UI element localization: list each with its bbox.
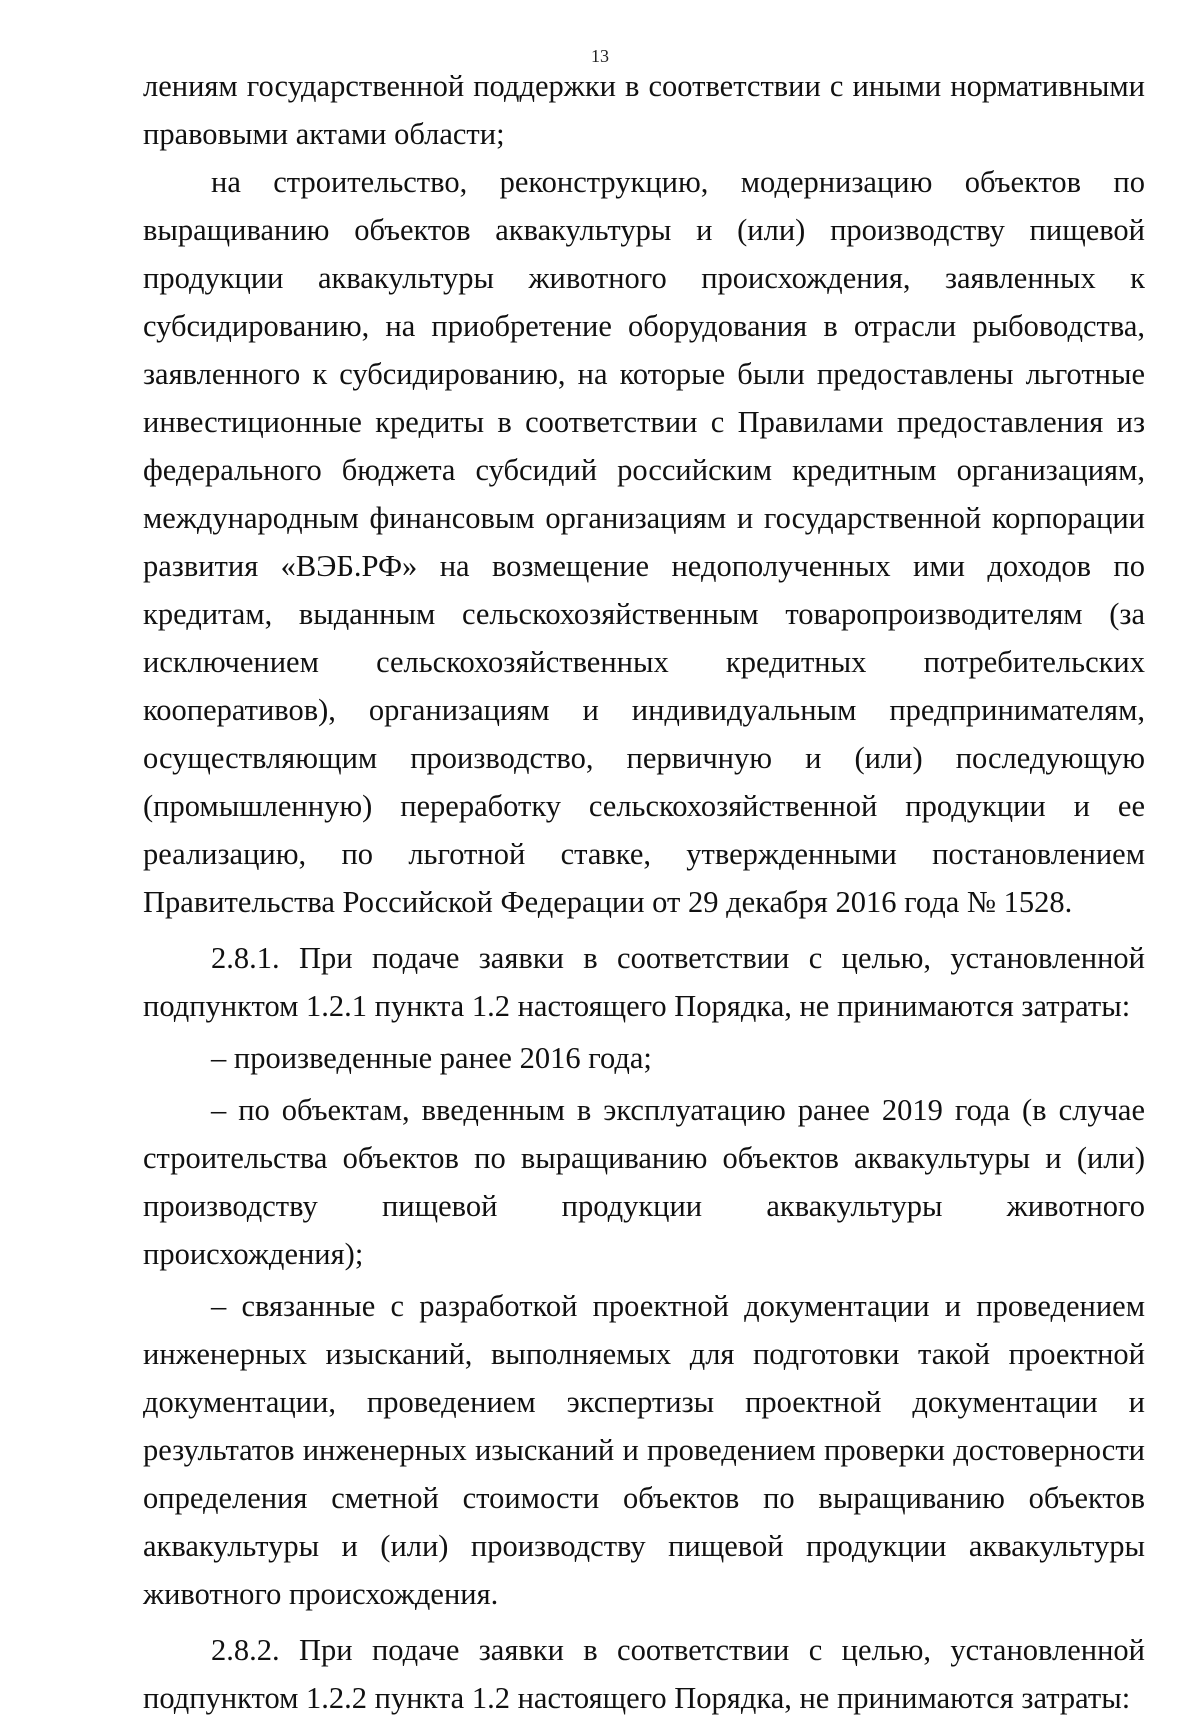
paragraph-construction-costs: на строительство, реконструкцию, модернизацию объектов по выращиванию объектов аквакультуры и (или) производству пищевой продукции аквакультуры животного происхождения, заявленных к субсидированию, на приобретение оборудования в отрасли рыбоводства, заявленного к субсидированию, на которые были предоставлены льготные инвестиционные кредиты в соответствии с Правилами предоставления из федерального бюджета субсидий российским кредитным организациям, международным финансовым организациям и государственной корпорации развития «ВЭБ.РФ» на возмещение недополученных ими доходов по кредитам, выданным сельскохозяйственным товаропроизводителям (за исключением сельскохозяйственных кредитных потребительских кооперативов), организациям и индивидуальным предпринимателям, осуществляющим производство, первичную и (или) последующую (промышленную) переработку сельскохозяйственной продукции и ее реализацию, по льготной ставке, утвержденными постановлением Правительства Российской Федерации от 29 декабря 2016 года № 1528.	[143, 165, 1145, 919]
paragraph-2-8-2: 2.8.2. При подаче заявки в соответствии с целью, установленной подпунктом 1.2.2 пункта 1.2 настоящего Порядка, не принимаются затраты:	[143, 1633, 1145, 1715]
document-body	[143, 62, 1145, 1722]
paragraph-2-8-1: 2.8.1. При подаче заявки в соответствии с целью, установленной подпунктом 1.2.1 пункта 1.2 настоящего Порядка, не принимаются затраты:	[143, 941, 1145, 1023]
paragraph-continuation: лениям государственной поддержки в соответствии с иными нормативными правовыми актами области;	[143, 69, 1145, 151]
page-number: 13	[591, 46, 609, 66]
list-item-project-documentation: – связанные с разработкой проектной документации и проведением инженерных изысканий, выполняемых для подготовки такой проектной документации, проведением экспертизы проектной документации и результатов инженерных изысканий и проведением проверки достоверности определения сметной стоимости объектов по выращиванию объектов аквакультуры и (или) производству пищевой продукции аквакультуры животного происхождения.	[143, 1289, 1145, 1611]
list-item-before-2016: – произведенные ранее 2016 года;	[211, 1041, 652, 1075]
list-item-objects-before-2019: – по объектам, введенным в эксплуатацию ранее 2019 года (в случае строительства объектов по выращиванию объектов аквакультуры и (или) производству пищевой продукции аквакультуры животного происхождения);	[143, 1093, 1145, 1271]
